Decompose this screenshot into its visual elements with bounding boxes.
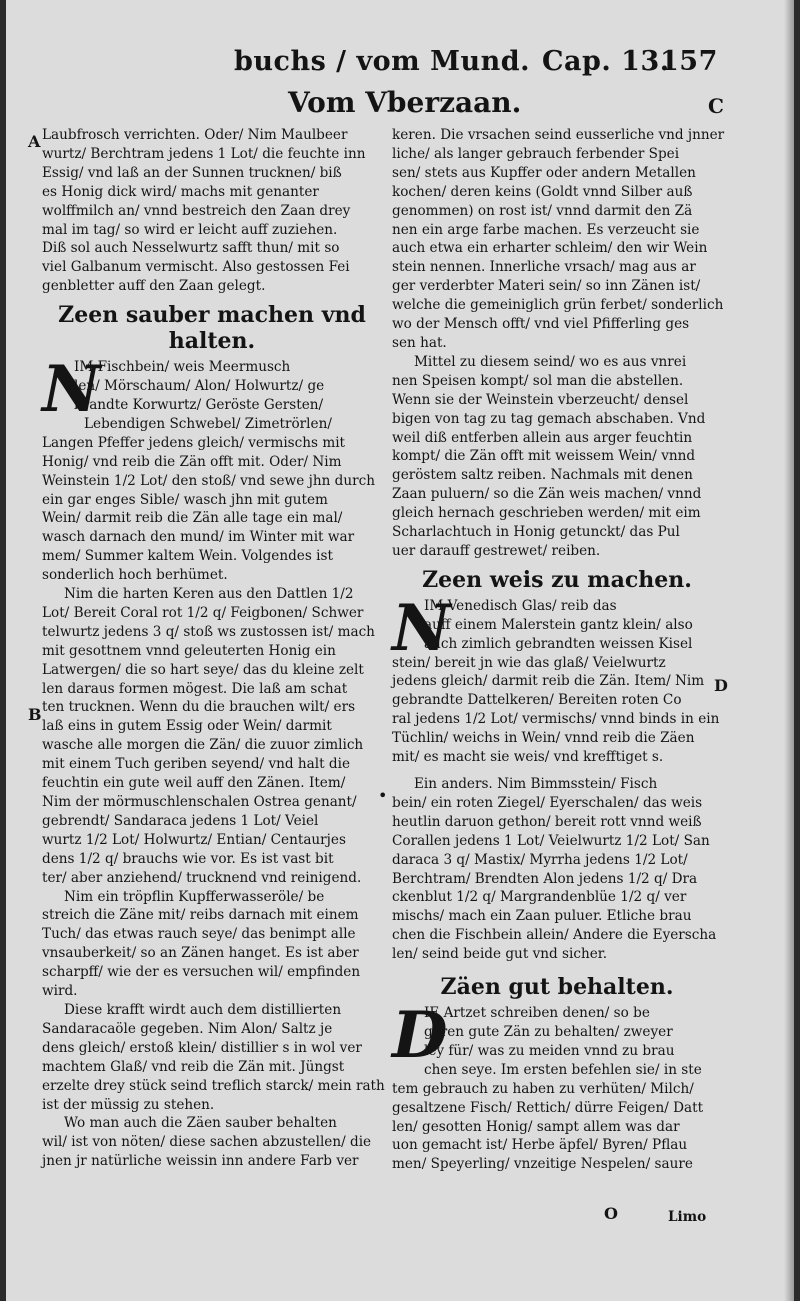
section-heading: Zeen weis zu machen.: [422, 566, 692, 593]
folio-number: 157: [660, 46, 718, 77]
book-page: [6, 0, 794, 1301]
right-column: [392, 126, 725, 1174]
margin-letter-d: D: [714, 676, 728, 695]
left-intro: Laubfrosch verrichten. Oder/ Nim Maulbeer wurtz/ Berchtram jedens 1 Lot/ die feuchte inn Essig/ vnd laß an der Sunnen trucknen/ biß es Honig dick wird/ machs mit genanter wolffmilch an/ vnnd bestreich den Zaan drey mal im tag/ so wird er leicht auff zuziehen. Diß sol auch Nesselwurtz safft thun/ mit so viel Galbanum vermischt. Also gestossen Fei genbletter auff den Zaan gelegt.: [42, 127, 366, 295]
chapter-number: Cap. 13.: [542, 46, 670, 77]
section-heading: Zeen sauber machen vnd halten.: [58, 302, 366, 355]
page-edge-shadow: [784, 0, 794, 1301]
paragraph: Ein anders. Nim Bimmsstein/ Fisch bein/ ein roten Ziegel/ Eyerschalen/ das weis heutlin daruon gethon/ bereit rott vnnd weiß Corallen jedens 1 Lot/ Veielwurtz 1/2 Lot/ San daraca 3 q/ Mastix/ Myrrha jedens 1/2 Lot/ Berchtram/ Brendten Alon jedens 1/2 q/ Dra ckenblut 1/2 q/ Margrandenblüe 1/2 q/ ver mischs/ mach ein Zaan puluer. Etliche brau chen die Fischbein allein/ Andere die Eyerscha len/ seind beide gut vnd sicher.: [392, 776, 717, 963]
paragraph: Wo man auch die Zäen sauber behalten wil/ ist von nöten/ diese sachen abzustellen/ die jnen jr natürliche weissin inn andere Farb ver: [42, 1115, 372, 1170]
catchword: Limo: [668, 1209, 707, 1225]
signature-mark: C: [708, 94, 724, 118]
decorated-initial: D: [392, 998, 448, 1074]
margin-letter-b: B: [28, 705, 42, 724]
decorated-initial: N: [42, 352, 101, 428]
left-column: [42, 126, 385, 1171]
section-body: N IM Venedisch Glas/ reib das auff einem Malerstein gantz klein/ also auch zimlich gebrandten weissen Kisel stein/ bereit jn wie das glaß/ Veielwurtz jedens gleich/ darmit reib die Zän. Item/ Nim gebrandte Dattelkeren/ Bereiten roten Co ral jedens 1/2 Lot/ vermischs/ vnnd binds in ein Tüchlin/ weichs in Wein/ vnnd reib die Zäen mit/ es macht sie weis/ vnd krefftiget s.: [392, 590, 720, 766]
ink-dot: •: [378, 786, 388, 805]
section-body: N IM Fischbein/ weis Meermusch len/ Mörschaum/ Alon/ Holwurtz/ ge brandte Korwurtz/ Geröste Gersten/ Lebendigen Schwebel/ Zimetrörlen/ Langen Pfeffer jedens gleich/ vermischs mit Honig/ vnd reib die Zän offt mit. Oder/ Nim Weinstein 1/2 Lot/ den stoß/ vnd sewe jhn durch ein gar enges Sible/ wasch jhn mit gutem Wein/ darmit reib die Zän alle tage ein mal/ wasch darnach den mund/ im Winter mit war mem/ Summer kaltem Wein. Volgendes ist sonderlich hoch berhümet.: [42, 352, 375, 584]
paragraph: Nim die harten Keren aus den Dattlen 1/2 Lot/ Bereit Coral rot 1/2 q/ Feigbonen/ Schwer telwurtz jedens 3 q/ stoß ws zustossen ist/ mach mit gesottnem vnnd geleuterten Honig ein Latwergen/ die so hart seye/ das du kleine zelt len daraus formen mögest. Die laß am schat ten trucknen. Wenn du die brauchen wilt/ ers laß eins in gutem Essig oder Wein/ darmit wasche alle morgen die Zän/ die zuuor zimlich mit einem Tuch geriben seyend/ vnd halt die feuchtin ein gute weil auff den Zänen. Item/ Nim der mörmuschlenschalen Ostrea genant/ gebrendt/ Sandaraca jedens 1 Lot/ Veiel wurtz 1/2 Lot/ Holwurtz/ Entian/ Centaurjes dens 1/2 q/ brauchs wie vor. Es ist vast bit ter/ aber anziehend/ trucknend vnd reinigend.: [42, 586, 375, 886]
paragraph: Mittel zu diesem seind/ wo es aus vnrei nen Speisen kompt/ sol man die abstellen. Wenn sie der Weinstein vberzeucht/ densel bigen von tag zu tag gemach abschaben. Vnd weil diß entferben allein aus arger feuchtin kompt/ die Zän offt mit weissem Wein/ vnnd geröstem saltz reiben. Nachmals mit denen Zaan puluern/ so die Zän weis machen/ vnnd gleich hernach geschrieben werden/ mit eim Scharlachtuch in Honig getunckt/ das Pul uer darauff gestrewet/ reiben.: [392, 353, 706, 559]
paragraph: Diese krafft wirdt auch dem distillierten Sandaracaöle gegeben. Nim Alon/ Saltz je dens gleich/ erstoß klein/ distillier s in wol ver machtem Glaß/ vnd reib die Zän mit. Jüngst erzelte drey stück seind treflich starck/ mein rath ist der müssig zu stehen.: [42, 1001, 385, 1113]
section-heading: Zäen gut behalten.: [440, 974, 674, 1001]
running-head: buchs / vom Mund.: [234, 46, 531, 77]
margin-letter-a: A: [28, 132, 41, 151]
page-title: Vom Vberzaan.: [288, 86, 522, 119]
paragraph: Nim ein tröpflin Kupfferwasseröle/ be streich die Zäne mit/ reibs darnach mit einem Tuch/ das etwas rauch seye/ das benimpt alle vnsauberkeit/ so an Zänen hanget. Es ist aber scharpff/ wie der es versuchen wil/ empfinden wird.: [42, 888, 361, 1000]
right-intro: keren. Die vrsachen seind eusserliche vnd jnner liche/ als langer gebrauch ferbender Spei sen/ stets aus Kupffer oder andern Metallen kochen/ deren keins (Goldt vnnd Silber auß genommen) on rost ist/ vnnd darmit den Zä nen ein arge farbe machen. Es verzeucht sie auch etwa ein erharter schleim/ den wir Wein stein nennen. Innerliche vrsach/ mag aus ar ger verderbter Materi sein/ so inn Zänen ist/ welche die gemeiniglich grün ferbet/ sonderlich wo der Mensch offt/ vnd viel Pfifferling ges sen hat.: [392, 127, 725, 351]
signature-mark-bottom: O: [604, 1204, 618, 1223]
decorated-initial: N: [392, 590, 451, 666]
section-body: D IE Artzet schreiben denen/ so be geren gute Zän zu behalten/ zweyer ley für/ was zu meiden vnnd zu brau chen seye. Im ersten befehlen sie/ in ste tem gebrauch zu haben zu verhüten/ Milch/ gesaltzene Fisch/ Rettich/ dürre Feigen/ Datt len/ gesotten Honig/ sampt allem was dar uon gemacht ist/ Herbe äpfel/ Byren/ Pflau men/ Speyerling/ vnzeitige Nespelen/ saure: [392, 998, 704, 1173]
